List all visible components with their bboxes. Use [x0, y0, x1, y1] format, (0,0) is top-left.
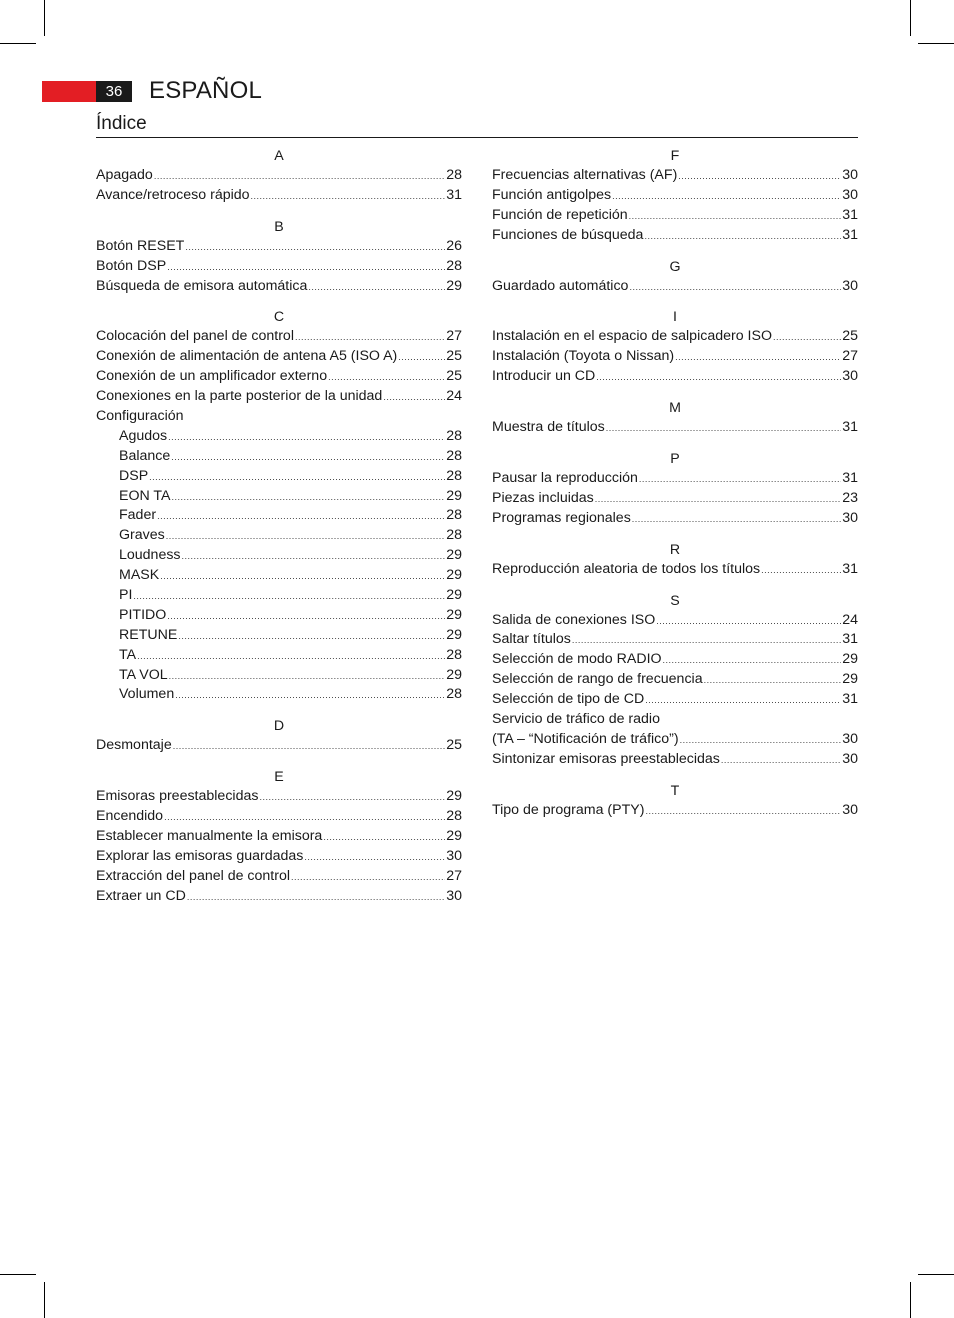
- index-letter-heading: M: [669, 400, 681, 417]
- index-group: [492, 781, 858, 821]
- index-entry: [96, 427, 462, 447]
- index-entry-page: 31: [842, 206, 858, 223]
- dot-leader: [639, 470, 841, 490]
- index-entry: [96, 736, 462, 756]
- index-entry: [96, 367, 462, 387]
- index-entry-page: 28: [446, 527, 462, 544]
- dot-leader: [185, 238, 445, 258]
- index-entry: [492, 801, 858, 821]
- index-entry: [96, 827, 462, 847]
- index-entry-page: 29: [446, 606, 462, 623]
- dot-leader: [629, 278, 841, 298]
- index-entry-term: Muestra de títulos: [492, 419, 605, 436]
- index-entry-page: 31: [842, 419, 858, 436]
- language-heading: ESPAÑOL: [149, 77, 262, 104]
- index-entry: [96, 407, 462, 427]
- index-entry-term: Apagado: [96, 167, 153, 183]
- index-entry: [96, 626, 462, 646]
- dot-leader: [328, 368, 445, 388]
- index-entry: [96, 586, 462, 606]
- index-entry: [96, 526, 462, 546]
- index-entry-page: 29: [446, 828, 462, 845]
- index-entry-page: 30: [842, 509, 858, 526]
- index-entry-term: Colocación del panel de control: [96, 328, 294, 345]
- index-entry-term: Salida de conexiones ISO: [492, 611, 656, 628]
- index-entry-page: 31: [842, 631, 858, 648]
- index-entry: [492, 206, 858, 226]
- crop-mark: [918, 1274, 954, 1275]
- dot-leader: [175, 686, 445, 706]
- header-accent-bar: [42, 81, 96, 102]
- index-entry-term: Extracción del panel de control: [96, 867, 291, 884]
- index-entry: [96, 257, 462, 277]
- index-entry-page: 28: [446, 808, 462, 825]
- index-entry: [96, 606, 462, 626]
- index-entry-page: 28: [446, 646, 462, 663]
- index-entry-term: Fader: [119, 507, 157, 524]
- index-letter-heading: F: [670, 148, 680, 164]
- index-entry: [492, 750, 858, 770]
- crop-mark: [44, 0, 45, 36]
- index-entry-term: Conexión de alimentación de antena A5 (ISO A): [96, 348, 398, 365]
- index-entry: [492, 611, 858, 631]
- index-entry-term: Búsqueda de emisora automática: [96, 277, 308, 294]
- index-column-left: [96, 146, 462, 918]
- dot-leader: [178, 627, 445, 647]
- index-entry: [96, 847, 462, 867]
- index-entry: [492, 509, 858, 529]
- dot-leader: [678, 167, 841, 187]
- index-group: [492, 449, 858, 529]
- index-entry-page: 25: [446, 737, 462, 754]
- index-entry: [492, 186, 858, 206]
- index-entry: [492, 670, 858, 690]
- dot-leader: [259, 788, 445, 808]
- dot-leader: [304, 848, 445, 868]
- index-entry-page: 30: [446, 887, 462, 904]
- index-entry-term: Guardado automático: [492, 277, 629, 294]
- crop-mark: [0, 43, 36, 44]
- index-entry-page: 28: [446, 507, 462, 524]
- index-entry: [492, 327, 858, 347]
- index-letter-heading: D: [273, 718, 285, 735]
- index-column-right: [492, 146, 858, 832]
- dot-leader: [675, 348, 841, 368]
- index-entry-page: 27: [842, 348, 858, 365]
- index-entry-page: 25: [446, 368, 462, 385]
- dot-leader: [572, 631, 841, 651]
- dot-leader: [595, 490, 841, 510]
- index-entry-term: Selección de modo RADIO: [492, 651, 662, 668]
- dot-leader: [167, 258, 445, 278]
- index-entry: [96, 646, 462, 666]
- index-entry: [96, 666, 462, 686]
- dot-leader: [160, 567, 445, 587]
- index-entry-term: Botón RESET: [96, 237, 185, 254]
- index-entry-page: 28: [446, 427, 462, 444]
- index-entry-term: Sintonizar emisoras preestablecidas: [492, 750, 720, 767]
- index-group: [492, 307, 858, 387]
- index-entry-term: Servicio de tráfico de radio: [492, 711, 660, 728]
- index-entry-term: Desmontaje: [96, 737, 172, 754]
- index-entry-page: 28: [446, 467, 462, 484]
- index-entry: [96, 566, 462, 586]
- index-entry-term: Agudos: [119, 427, 168, 444]
- index-entry-term: Saltar títulos: [492, 631, 571, 648]
- index-entry-term: Extraer un CD: [96, 887, 186, 904]
- dot-leader: [704, 671, 842, 691]
- index-group: [96, 217, 462, 297]
- index-entry-page: 29: [446, 567, 462, 584]
- index-entry-term: Función antigolpes: [492, 186, 612, 203]
- index-group: [96, 146, 462, 206]
- index-entry-page: 27: [446, 867, 462, 884]
- dot-leader: [656, 612, 841, 632]
- index-entry-term: MASK: [119, 567, 160, 584]
- index-letter-heading: T: [670, 782, 680, 799]
- dot-leader: [172, 488, 446, 508]
- index-entry-term: PI: [119, 587, 133, 604]
- crop-mark: [910, 0, 911, 36]
- index-entry-term: Conexión de un amplificador externo: [96, 368, 328, 385]
- index-entry-page: 31: [842, 691, 858, 708]
- index-entry-term: Encendido: [96, 808, 164, 825]
- dot-leader: [187, 888, 445, 908]
- index-letter-heading: A: [274, 148, 284, 164]
- dot-leader: [632, 510, 841, 530]
- dot-leader: [169, 667, 446, 687]
- dot-leader: [606, 419, 841, 439]
- index-entry-term: EON TA: [119, 487, 171, 504]
- index-entry-term: TA VOL: [119, 666, 168, 683]
- index-entry: [96, 685, 462, 705]
- dot-leader: [137, 647, 445, 667]
- index-group: [492, 398, 858, 438]
- index-entry-term: Programas regionales: [492, 509, 631, 526]
- dot-leader: [157, 507, 445, 527]
- index-letter-heading: B: [274, 218, 284, 235]
- index-entry: [96, 447, 462, 467]
- index-entry-term: DSP: [119, 467, 149, 484]
- index-group: [96, 716, 462, 756]
- index-group: [492, 591, 858, 770]
- index-entry-term: Configuración: [96, 408, 184, 425]
- index-entry: [96, 277, 462, 297]
- index-entry-page: 27: [446, 328, 462, 345]
- index-entry-page: 30: [842, 186, 858, 203]
- dot-leader: [680, 731, 842, 751]
- index-entry: [492, 166, 858, 186]
- index-letter-heading: C: [273, 309, 285, 326]
- dot-leader: [182, 547, 446, 567]
- index-group: [492, 257, 858, 297]
- index-entry: [96, 867, 462, 887]
- crop-mark: [918, 43, 954, 44]
- index-entry-page: 25: [446, 348, 462, 365]
- dot-leader: [383, 388, 445, 408]
- dot-leader: [149, 468, 445, 488]
- dot-leader: [773, 328, 841, 348]
- index-letter-heading: G: [669, 258, 681, 275]
- index-entry-page: 30: [842, 167, 858, 183]
- index-entry: [96, 546, 462, 566]
- index-entry-page: 29: [446, 547, 462, 564]
- index-entry: [492, 730, 858, 750]
- crop-mark: [44, 1282, 45, 1318]
- index-entry-term: Piezas incluidas: [492, 489, 594, 506]
- dot-leader: [323, 828, 445, 848]
- dot-leader: [167, 607, 445, 627]
- index-entry-term: Volumen: [119, 686, 175, 703]
- index-entry: [492, 277, 858, 297]
- index-letter-heading: I: [673, 309, 677, 326]
- dot-leader: [168, 428, 445, 448]
- index-entry-term: Balance: [119, 447, 171, 464]
- index-entry-term: Establecer manualmente la emisora: [96, 828, 323, 845]
- dot-leader: [721, 751, 841, 771]
- index-entry-page: 30: [446, 847, 462, 864]
- index-entry: [492, 489, 858, 509]
- index-entry: [96, 467, 462, 487]
- dot-leader: [291, 868, 445, 888]
- index-entry-term: PITIDO: [119, 606, 167, 623]
- index-entry-page: 31: [842, 560, 858, 577]
- title-divider: [96, 137, 858, 138]
- index-entry: [492, 710, 858, 730]
- index-entry: [492, 347, 858, 367]
- index-entry-term: Emisoras preestablecidas: [96, 788, 259, 805]
- index-entry-term: RETUNE: [119, 626, 178, 643]
- page-title: Índice: [96, 113, 147, 134]
- index-entry-page: 28: [446, 686, 462, 703]
- dot-leader: [761, 561, 841, 581]
- index-entry: [96, 387, 462, 407]
- index-entry: [96, 327, 462, 347]
- index-entry-page: 30: [842, 277, 858, 294]
- index-entry-page: 28: [446, 167, 462, 183]
- index-entry-page: 29: [446, 587, 462, 604]
- index-entry-term: Frecuencias alternativas (AF): [492, 167, 678, 183]
- index-entry-page: 28: [446, 257, 462, 274]
- dot-leader: [629, 207, 842, 227]
- index-entry-term: Botón DSP: [96, 257, 167, 274]
- index-entry-term: TA: [119, 646, 137, 663]
- index-entry: [96, 887, 462, 907]
- index-entry-term: Loudness: [119, 547, 181, 564]
- dot-leader: [663, 651, 842, 671]
- dot-leader: [645, 802, 841, 822]
- index-entry: [96, 487, 462, 507]
- index-entry-page: 30: [842, 730, 858, 747]
- index-entry-page: 24: [446, 388, 462, 405]
- dot-leader: [295, 328, 445, 348]
- index-entry-page: 29: [842, 651, 858, 668]
- dot-leader: [251, 187, 446, 207]
- index-entry-term: Instalación en el espacio de salpicadero ISO: [492, 328, 772, 345]
- index-entry: [492, 418, 858, 438]
- dot-leader: [171, 448, 445, 468]
- index-entry: [492, 560, 858, 580]
- index-entry-page: 29: [842, 671, 858, 688]
- index-group: [96, 767, 462, 906]
- index-entry-page: 30: [842, 368, 858, 385]
- index-entry-page: 29: [446, 277, 462, 294]
- index-group: [492, 146, 858, 246]
- index-entry: [492, 367, 858, 387]
- index-entry-term: Selección de tipo de CD: [492, 691, 645, 708]
- index-letter-heading: S: [670, 592, 680, 609]
- index-entry: [96, 166, 462, 186]
- index-entry-term: Instalación (Toyota o Nissan): [492, 348, 675, 365]
- index-entry-page: 29: [446, 626, 462, 643]
- index-entry-term: Explorar las emisoras guardadas: [96, 847, 304, 864]
- index-entry: [96, 237, 462, 257]
- index-letter-heading: E: [274, 769, 284, 786]
- index-entry-term: Avance/retroceso rápido: [96, 186, 250, 203]
- index-entry-page: 29: [446, 666, 462, 683]
- index-entry: [492, 469, 858, 489]
- index-entry-page: 24: [842, 611, 858, 628]
- index-entry-term: Tipo de programa (PTY): [492, 801, 645, 818]
- index-entry-term: (TA – “Notificación de tráfico”): [492, 730, 679, 747]
- dot-leader: [644, 227, 841, 247]
- index-entry-page: 23: [842, 489, 858, 506]
- index-entry: [96, 186, 462, 206]
- crop-mark: [910, 1282, 911, 1318]
- index-entry: [96, 506, 462, 526]
- dot-leader: [308, 278, 445, 298]
- index-entry-page: 31: [842, 470, 858, 487]
- index-entry-page: 31: [446, 186, 462, 203]
- page-number: 36: [96, 81, 132, 102]
- index-entry-term: Introducir un CD: [492, 368, 596, 385]
- index-entry: [492, 630, 858, 650]
- dot-leader: [166, 527, 445, 547]
- index-entry: [492, 650, 858, 670]
- index-entry-term: Graves: [119, 527, 165, 544]
- dot-leader: [596, 368, 841, 388]
- index-entry-term: Conexiones en la parte posterior de la unidad: [96, 388, 383, 405]
- index-entry-page: 29: [446, 487, 462, 504]
- index-entry-page: 31: [842, 226, 858, 243]
- dot-leader: [612, 187, 841, 207]
- index-entry-term: Reproducción aleatoria de todos los títulos: [492, 560, 761, 577]
- index-group: [96, 307, 462, 705]
- index-entry-page: 30: [842, 801, 858, 818]
- index-group: [492, 540, 858, 580]
- dot-leader: [645, 691, 841, 711]
- index-entry: [492, 226, 858, 246]
- index-entry: [96, 807, 462, 827]
- dot-leader: [164, 808, 445, 828]
- index-entry: [96, 787, 462, 807]
- index-entry-page: 25: [842, 328, 858, 345]
- index-entry-term: Selección de rango de frecuencia: [492, 671, 703, 688]
- index-entry-page: 28: [446, 447, 462, 464]
- index-entry-page: 26: [446, 237, 462, 254]
- index-letter-heading: P: [670, 451, 680, 468]
- index-entry: [492, 690, 858, 710]
- index-entry-term: Pausar la reproducción: [492, 470, 638, 487]
- dot-leader: [173, 737, 446, 757]
- index-entry: [96, 347, 462, 367]
- index-entry-page: 30: [842, 750, 858, 767]
- dot-leader: [398, 348, 445, 368]
- crop-mark: [0, 1274, 36, 1275]
- dot-leader: [154, 167, 445, 187]
- index-entry-term: Funciones de búsqueda: [492, 226, 644, 243]
- dot-leader: [133, 587, 445, 607]
- index-entry-term: Función de repetición: [492, 206, 628, 223]
- index-entry-page: 29: [446, 788, 462, 805]
- index-letter-heading: R: [669, 541, 681, 558]
